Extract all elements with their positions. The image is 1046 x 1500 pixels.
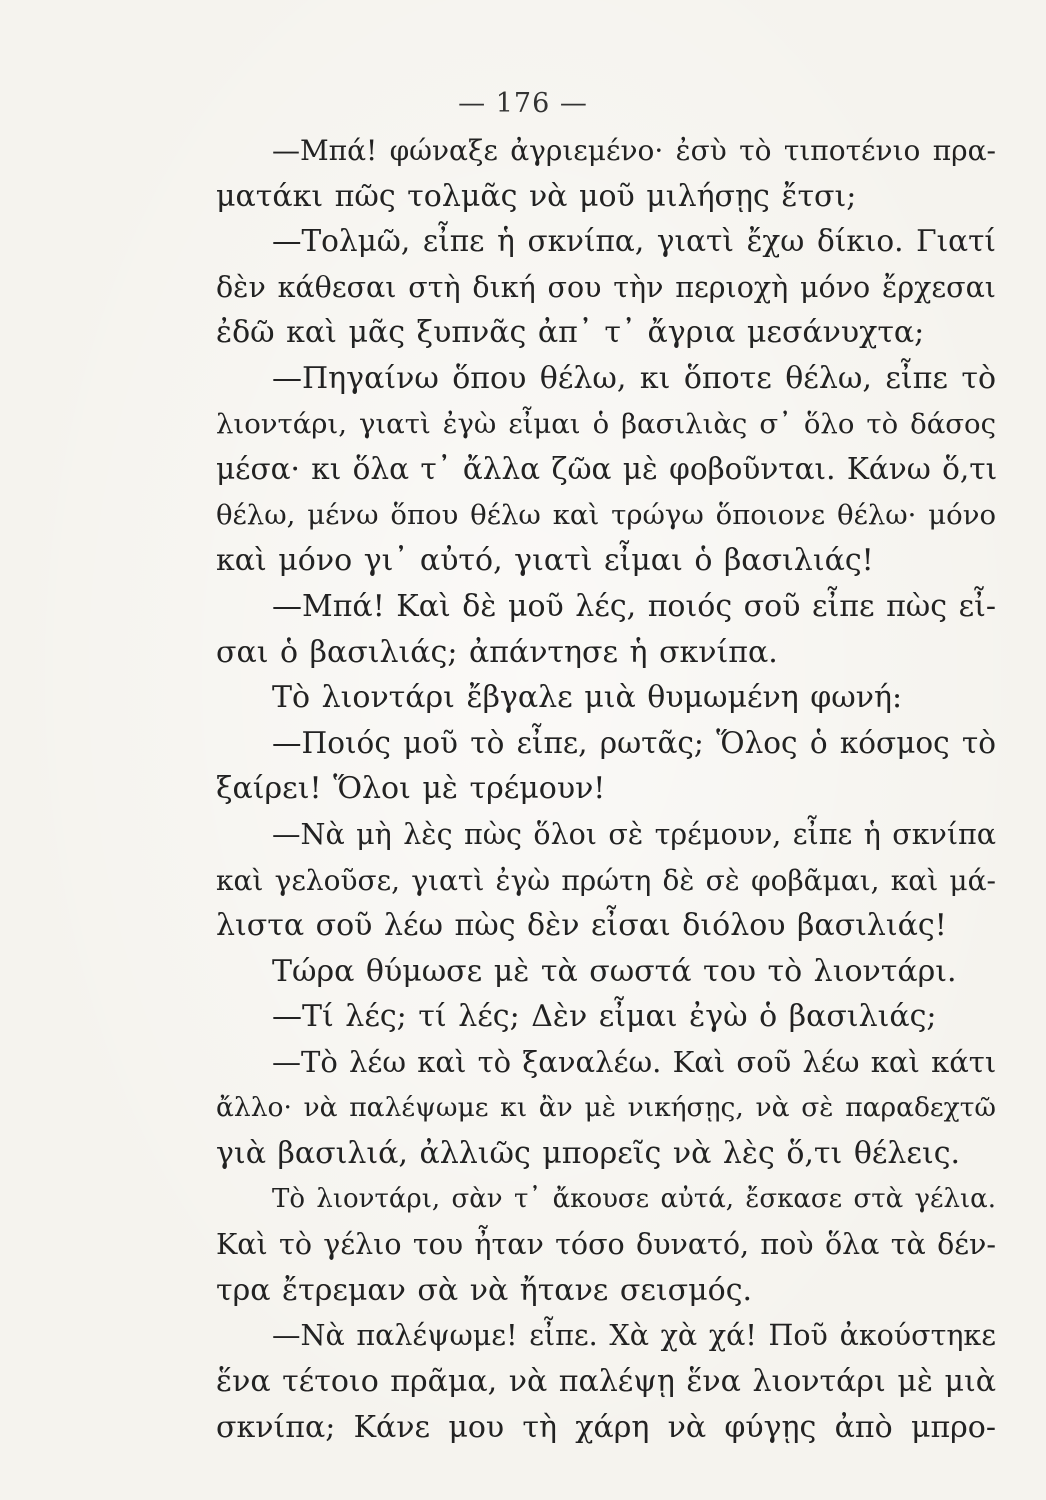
text-line: —Πηγαίνω ὅπου θέλω, κι ὅποτε θέλω, εἶπε τὸ bbox=[272, 360, 996, 396]
text-line: σκνίπα; Κάνε μου τὴ χάρη νὰ φύγῃς ἀπὸ μπρο- bbox=[216, 1409, 996, 1445]
text-line: Τὸ λιοντάρι, σὰν τ᾽ ἄκουσε αὐτά, ἔσκασε στὰ γέλια. bbox=[272, 1183, 996, 1214]
text-line: —Νὰ παλέψωμε! εἶπε. Χὰ χὰ χά! Ποῦ ἀκούστηκε bbox=[272, 1319, 996, 1353]
text-line: Καὶ τὸ γέλιο του ἦταν τόσο δυνατό, ποὺ ὅλα τὰ δέν- bbox=[216, 1228, 996, 1262]
text-line: —Τολμῶ, εἶπε ἡ σκνίπα, γιατὶ ἔχω δίκιο. Γιατί bbox=[272, 224, 996, 259]
text-line: γιὰ βασιλιά, ἀλλιῶς μπορεῖς νὰ λὲς ὅ,τι θέλεις. bbox=[216, 1136, 961, 1172]
page-number: — 176 — bbox=[458, 88, 588, 119]
text-line: —Μπά! Καὶ δὲ μοῦ λές, ποιός σοῦ εἶπε πὼς εἶ- bbox=[272, 588, 997, 624]
text-line: ματάκι πῶς τολμᾶς νὰ μοῦ μιλήσῃς ἔτσι; bbox=[216, 178, 857, 214]
text-line: σαι ὁ βασιλιάς; ἀπάντησε ἡ σκνίπα. bbox=[216, 634, 778, 670]
text-line: ξαίρει! Ὅλοι μὲ τρέμουν! bbox=[216, 771, 606, 807]
text-line: ἐδῶ καὶ μᾶς ξυπνᾶς ἀπ᾽ τ᾽ ἄγρια μεσάνυχτα; bbox=[216, 315, 925, 351]
text-line: τρα ἔτρεμαν σὰ νὰ ἤτανε σεισμός. bbox=[216, 1272, 753, 1308]
text-line: καὶ μόνο γι᾽ αὐτό, γιατὶ εἶμαι ὁ βασιλιάς! bbox=[216, 543, 874, 579]
text-line: —Ποιός μοῦ τὸ εἶπε, ρωτᾶς; Ὅλος ὁ κόσμος τὸ bbox=[272, 725, 996, 760]
text-line: ἕνα τέτοιο πρᾶμα, νὰ παλέψῃ ἕνα λιοντάρι μὲ μιὰ bbox=[216, 1364, 996, 1400]
text-line: λιοντάρι, γιατὶ ἐγὼ εἶμαι ὁ βασιλιὰς σ᾽ ὅλο τὸ δάσος bbox=[216, 407, 996, 440]
text-line: θέλω, μένω ὅπου θέλω καὶ τρώγω ὅποιονε θέλω· μόνο bbox=[216, 498, 996, 531]
text-line: Τὸ λιοντάρι ἔβγαλε μιὰ θυμωμένη φωνή: bbox=[272, 680, 903, 716]
text-line: —Μπά! φώναξε ἀγριεμένο· ἐσὺ τὸ τιποτένιο πρα- bbox=[272, 134, 996, 167]
text-line: Τώρα θύμωσε μὲ τὰ σωστά του τὸ λιοντάρι. bbox=[272, 953, 957, 989]
text-line: δὲν κάθεσαι στὴ δική σου τὴν περιοχὴ μόνο ἔρχεσαι bbox=[216, 270, 996, 304]
text-line: καὶ γελοῦσε, γιατὶ ἐγὼ πρώτη δὲ σὲ φοβᾶμαι, καὶ μά- bbox=[216, 863, 996, 897]
text-line: —Νὰ μὴ λὲς πὼς ὅλοι σὲ τρέμουν, εἶπε ἡ σκνίπα bbox=[272, 817, 996, 851]
text-line: ἄλλο· νὰ παλέψωμε κι ἂν μὲ νικήσῃς, νὰ σὲ παραδεχτῶ bbox=[216, 1092, 996, 1124]
text-line: —Τί λές; τί λές; Δὲν εἶμαι ἐγὼ ὁ βασιλιάς; bbox=[272, 999, 937, 1035]
text-line: —Τὸ λέω καὶ τὸ ξαναλέω. Καὶ σοῦ λέω καὶ κάτι bbox=[272, 1044, 997, 1079]
text-line: λιστα σοῦ λέω πὼς δὲν εἶσαι διόλου βασιλιάς! bbox=[216, 908, 947, 944]
text-line: μέσα· κι ὅλα τ᾽ ἄλλα ζῶα μὲ φοβοῦνται. Κάνω ὅ,τι bbox=[216, 452, 998, 487]
body-text bbox=[216, 128, 996, 1450]
